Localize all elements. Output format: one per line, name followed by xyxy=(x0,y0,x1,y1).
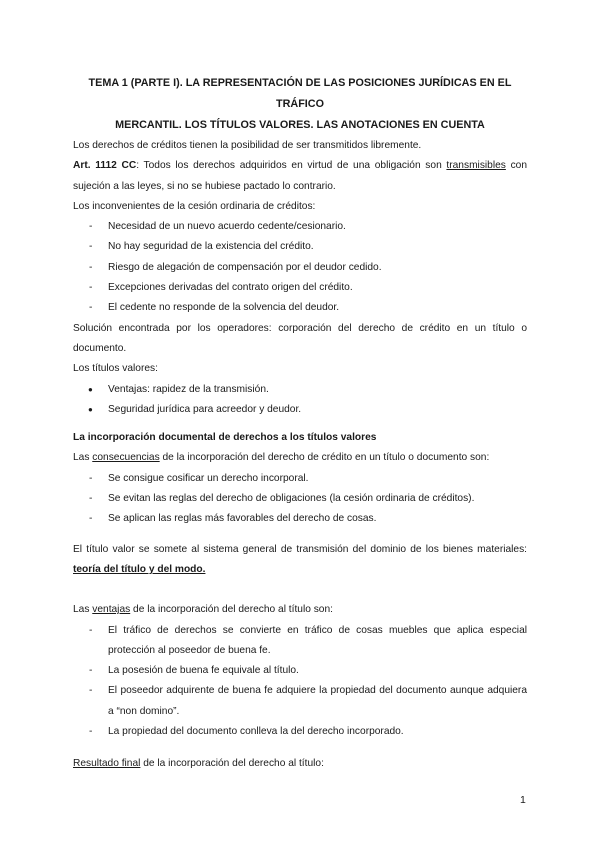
paragraph-article-1112 xyxy=(73,156,527,197)
ventajas-text-b: de la incorporación del derecho al título son: xyxy=(130,604,333,616)
list-item: - Se aplican las reglas más favorables del derecho de cosas. xyxy=(73,509,527,529)
list-item: - Necesidad de un nuevo acuerdo cedente/cesionario. xyxy=(73,217,527,237)
list-item: - El cedente no responde de la solvencia del deudor. xyxy=(73,298,527,318)
resultado-text: de la incorporación del derecho al título: xyxy=(140,758,324,770)
list-item: - La posesión de buena fe equivale al título. xyxy=(73,661,527,681)
list-item: - El tráfico de derechos se convierte en tráfico de cosas muebles que aplica especial protección al poseedor de buena fe. xyxy=(73,621,527,662)
section-heading-incorporacion: La incorporación documental de derechos a los títulos valores xyxy=(73,432,377,444)
consecuencias-underlined-word: consecuencias xyxy=(92,452,160,464)
paragraph-resultado-final xyxy=(73,754,527,774)
paragraph-derechos-creditos: Los derechos de créditos tienen la posibilidad de ser transmitidos libremente. xyxy=(73,140,422,151)
sistema-bold-underlined: teoría del título y del modo. xyxy=(73,563,206,575)
consecuencias-text-a: Las xyxy=(73,452,93,464)
consecuencias-text-b: de la incorporación del derecho de crédito en un título o documento son: xyxy=(159,452,490,464)
paragraph-consecuencias xyxy=(73,448,527,468)
page-number: 1 xyxy=(520,794,526,806)
titulos-bullet-list xyxy=(73,380,527,421)
list-item: - La propiedad del documento conlleva la del derecho incorporado. xyxy=(73,722,527,742)
list-item: - El poseedor adquirente de buena fe adquiere la propiedad del documento aunque adquiera a “non domino”. xyxy=(73,681,527,722)
inconvenientes-list xyxy=(73,217,527,318)
list-item: - Excepciones derivadas del contrato origen del crédito. xyxy=(73,278,527,298)
paragraph-inconvenientes: Los inconvenientes de la cesión ordinaria de créditos: xyxy=(73,200,316,212)
list-item: ● Ventajas: rapidez de la transmisión. xyxy=(73,380,527,400)
list-item: - Se evitan las reglas del derecho de obligaciones (la cesión ordinaria de créditos). xyxy=(73,489,527,509)
paragraph-titulos-valores: Los títulos valores: xyxy=(73,363,158,375)
list-item: - Se consigue cosificar un derecho incorporal. xyxy=(73,469,527,489)
article-text-a: : Todos los derechos adquiridos en virtud de una obligación son xyxy=(136,160,447,172)
list-item: - No hay seguridad de la existencia del crédito. xyxy=(73,237,527,257)
article-text-b: con sujeción a las leyes, si no se hubiese pactado lo contrario. xyxy=(73,160,527,192)
ventajas-text-a: Las xyxy=(73,604,93,616)
article-underlined-word: transmisibles xyxy=(446,160,506,172)
document-title-line-2: MERCANTIL. LOS TÍTULOS VALORES. LAS ANOTACIONES EN CUENTA xyxy=(115,119,485,131)
paragraph-sistema-transmision xyxy=(73,540,527,581)
ventajas-underlined-word: ventajas xyxy=(92,604,131,616)
sistema-text: El título valor se somete al sistema general de transmisión del dominio de los bienes materiales: xyxy=(73,543,527,555)
list-item: - Riesgo de alegación de compensación por el deudor cedido. xyxy=(73,258,527,278)
list-item: ● Seguridad jurídica para acreedor y deudor. xyxy=(73,400,527,420)
paragraph-solucion: Solución encontrada por los operadores: corporación del derecho de crédito en un título o documento. xyxy=(73,322,527,354)
article-reference: Art. 1112 CC xyxy=(73,160,137,172)
ventajas-list xyxy=(73,621,527,743)
consecuencias-list xyxy=(73,469,527,530)
document-body xyxy=(73,73,527,775)
paragraph-ventajas xyxy=(73,600,527,620)
document-title-line-1: TEMA 1 (PARTE I). LA REPRESENTACIÓN DE LAS POSICIONES JURÍDICAS EN EL TRÁFICO xyxy=(88,77,512,110)
resultado-underlined: Resultado final xyxy=(73,758,141,770)
